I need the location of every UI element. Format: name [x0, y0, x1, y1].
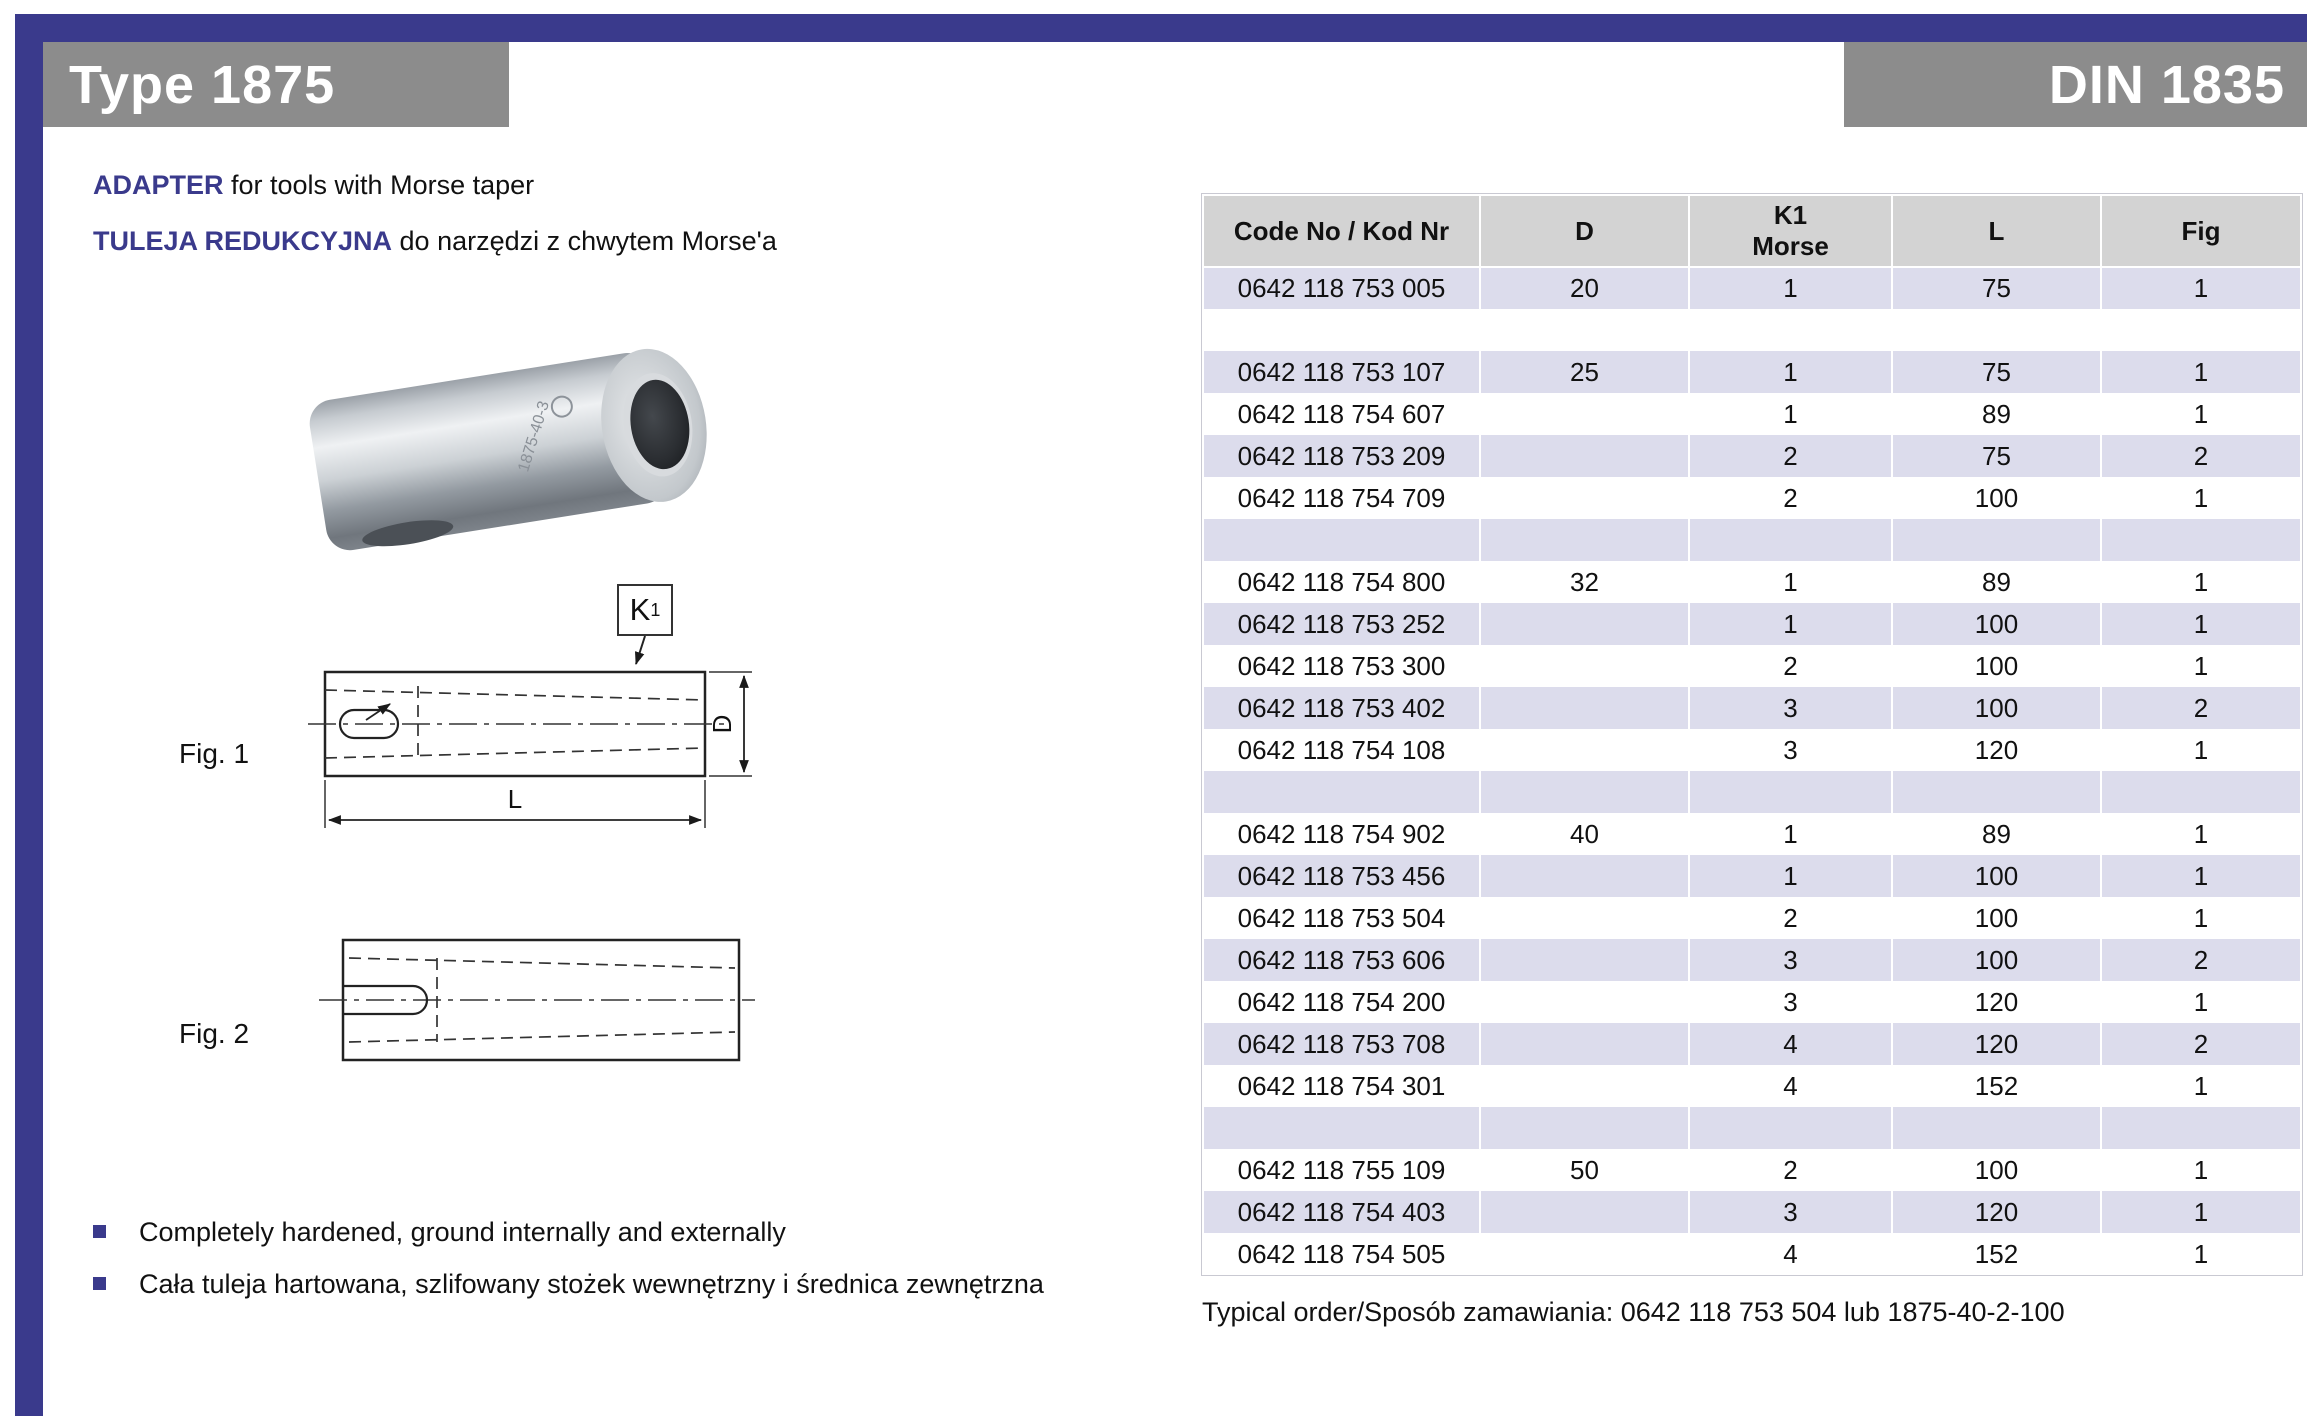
top-accent-bar [15, 14, 2307, 42]
l-dimension-label: L [507, 784, 523, 814]
intro-en-rest: for tools with Morse taper [223, 170, 535, 200]
table-cell [1203, 1107, 1480, 1149]
col-header-d: D [1480, 195, 1689, 267]
table-cell: 0642 118 753 005 [1203, 267, 1480, 309]
table-cell [1480, 1233, 1689, 1275]
table-cell [1480, 687, 1689, 729]
table-row [1203, 1233, 2301, 1275]
table-cell: 89 [1892, 393, 2101, 435]
table-cell: 3 [1689, 687, 1892, 729]
table-cell: 1 [2101, 561, 2301, 603]
table-cell: 1 [2101, 477, 2301, 519]
table-row [1203, 645, 2301, 687]
intro-line-pl [93, 224, 777, 258]
table-cell [1480, 645, 1689, 687]
table-cell: 0642 118 753 504 [1203, 897, 1480, 939]
table-row [1203, 1149, 2301, 1191]
typical-order-note: Typical order/Sposób zamawiania: 0642 118 753 504 lub 1875-40-2-100 [1202, 1297, 2065, 1327]
din-header-box [1844, 42, 2307, 127]
table-cell: 1 [1689, 351, 1892, 393]
table-cell: 2 [1689, 477, 1892, 519]
table-cell: 0642 118 753 252 [1203, 603, 1480, 645]
table-cell [1480, 1191, 1689, 1233]
table-cell: 3 [1689, 981, 1892, 1023]
table-header-row [1203, 195, 2301, 267]
table-cell: 2 [1689, 897, 1892, 939]
table-cell: 0642 118 754 200 [1203, 981, 1480, 1023]
table-cell: 100 [1892, 1149, 2101, 1191]
table-cell: 120 [1892, 1023, 2101, 1065]
table-cell: 0642 118 754 108 [1203, 729, 1480, 771]
table-cell: 32 [1480, 561, 1689, 603]
col-header-fig: Fig [2101, 195, 2301, 267]
table-cell: 0642 118 753 402 [1203, 687, 1480, 729]
table-cell: 0642 118 755 109 [1203, 1149, 1480, 1191]
table-cell: 2 [1689, 645, 1892, 687]
table-cell [1689, 519, 1892, 561]
table-cell: 0642 118 753 209 [1203, 435, 1480, 477]
table-cell: 1 [1689, 855, 1892, 897]
table-cell: 3 [1689, 729, 1892, 771]
table-cell [1480, 309, 1689, 351]
table-cell: 100 [1892, 603, 2101, 645]
table-cell: 2 [1689, 1149, 1892, 1191]
table-row [1203, 1191, 2301, 1233]
table-cell: 1 [2101, 267, 2301, 309]
fig1-slot-arrow [366, 704, 390, 720]
table-cell: 89 [1892, 813, 2101, 855]
table-cell: 75 [1892, 267, 2101, 309]
d-dimension-label: D [707, 714, 737, 734]
table-cell [2101, 771, 2301, 813]
product-photo [265, 322, 795, 567]
table-cell [1480, 981, 1689, 1023]
table-cell [1203, 309, 1480, 351]
intro-pl-bold: TULEJA REDUKCYJNA [93, 226, 393, 256]
table-row [1203, 267, 2301, 309]
k1-letter: K [629, 592, 651, 627]
table-cell [1480, 729, 1689, 771]
table-row [1203, 1065, 2301, 1107]
table-cell: 100 [1892, 477, 2101, 519]
table-cell: 1 [2101, 1191, 2301, 1233]
table-cell: 50 [1480, 1149, 1689, 1191]
table-cell [1480, 477, 1689, 519]
table-cell [1892, 519, 2101, 561]
table-cell [1480, 393, 1689, 435]
table-cell: 1 [2101, 729, 2301, 771]
fig2-drawing [315, 928, 765, 1083]
table-cell: 1 [1689, 603, 1892, 645]
table-cell [1892, 771, 2101, 813]
table-row [1203, 519, 2301, 561]
adapter-size-table [1202, 194, 2302, 1275]
bullet-square-icon [93, 1225, 106, 1238]
table-cell: 2 [1689, 435, 1892, 477]
table-cell: 0642 118 754 505 [1203, 1233, 1480, 1275]
table-cell: 75 [1892, 351, 2101, 393]
table-row [1203, 309, 2301, 351]
table-cell: 120 [1892, 729, 2101, 771]
table-cell: 100 [1892, 855, 2101, 897]
table-cell: 4 [1689, 1023, 1892, 1065]
table-cell: 0642 118 753 300 [1203, 645, 1480, 687]
table-cell: 100 [1892, 939, 2101, 981]
table-row [1203, 813, 2301, 855]
table-cell: 2 [2101, 687, 2301, 729]
table-cell [1480, 1107, 1689, 1149]
table-cell: 100 [1892, 645, 2101, 687]
table-body [1203, 267, 2301, 1275]
left-accent-bar [15, 14, 43, 1416]
table-cell [2101, 1107, 2301, 1149]
table-cell: 0642 118 753 708 [1203, 1023, 1480, 1065]
product-photo-svg [265, 322, 795, 562]
col-header-code: Code No / Kod Nr [1203, 195, 1480, 267]
table-cell: 1 [1689, 561, 1892, 603]
table-cell: 3 [1689, 939, 1892, 981]
bullet-square-icon [93, 1277, 106, 1290]
fig1-hidden-line-bottom [325, 748, 705, 758]
intro-pl-rest: do narzędzi z chwytem Morse'a [392, 226, 777, 256]
table-row [1203, 477, 2301, 519]
table-cell: 4 [1689, 1065, 1892, 1107]
table-cell: 0642 118 753 606 [1203, 939, 1480, 981]
table-cell: 1 [2101, 351, 2301, 393]
table-cell: 0642 118 754 902 [1203, 813, 1480, 855]
table-cell: 1 [2101, 1149, 2301, 1191]
table-cell [1480, 897, 1689, 939]
table-row [1203, 729, 2301, 771]
table-cell: 1 [1689, 267, 1892, 309]
table-cell: 1 [2101, 813, 2301, 855]
table-cell: 0642 118 754 301 [1203, 1065, 1480, 1107]
table-cell: 1 [2101, 1065, 2301, 1107]
table-cell: 40 [1480, 813, 1689, 855]
table-cell: 2 [2101, 939, 2301, 981]
table-cell: 1 [2101, 897, 2301, 939]
table-cell [1689, 771, 1892, 813]
table-cell: 152 [1892, 1065, 2101, 1107]
table-row [1203, 603, 2301, 645]
fig2-caption: Fig. 2 [179, 1018, 250, 1049]
table-cell: 0642 118 754 709 [1203, 477, 1480, 519]
table-cell: 3 [1689, 1191, 1892, 1233]
table-cell: 1 [2101, 1233, 2301, 1275]
table-cell: 0642 118 754 403 [1203, 1191, 1480, 1233]
feature-note-pl [93, 1262, 1103, 1306]
table-cell: 20 [1480, 267, 1689, 309]
table-cell: 100 [1892, 687, 2101, 729]
table-cell: 1 [2101, 393, 2301, 435]
table-cell [1480, 1065, 1689, 1107]
feature-note-pl-text: Cała tuleja hartowana, szlifowany stożek wewnętrzny i średnica zewnętrzna [139, 1269, 1044, 1299]
table-row [1203, 855, 2301, 897]
table-cell [1480, 1023, 1689, 1065]
table-cell [1480, 771, 1689, 813]
feature-note-en-text: Completely hardened, ground internally and externally [139, 1217, 786, 1247]
table-cell: 1 [1689, 393, 1892, 435]
fig1-hidden-line-top [325, 690, 705, 700]
col-header-l: L [1892, 195, 2101, 267]
table-cell [1203, 519, 1480, 561]
table-cell: 89 [1892, 561, 2101, 603]
table-cell [1480, 855, 1689, 897]
fig2-hidden-line-bottom [349, 1032, 735, 1042]
table-row [1203, 1023, 2301, 1065]
table-row [1203, 981, 2301, 1023]
feature-notes [93, 1210, 1103, 1314]
table-cell: 1 [1689, 813, 1892, 855]
table-cell [1480, 603, 1689, 645]
page-title-din: DIN 1835 [2048, 54, 2285, 115]
table-cell [2101, 519, 2301, 561]
table-cell: 1 [2101, 603, 2301, 645]
fig1-drawing [300, 598, 780, 873]
table-cell: 0642 118 754 800 [1203, 561, 1480, 603]
table-row [1203, 1107, 2301, 1149]
table-cell [2101, 309, 2301, 351]
table-cell [1480, 939, 1689, 981]
table-row [1203, 351, 2301, 393]
table-cell: 1 [2101, 981, 2301, 1023]
fig2-hidden-line-top [349, 958, 735, 968]
table-row [1203, 561, 2301, 603]
table-row [1203, 435, 2301, 477]
k1-leader-arrow [636, 636, 645, 664]
table-cell [1480, 519, 1689, 561]
engraving-text: 1875-40-3 [515, 399, 553, 474]
table-row [1203, 897, 2301, 939]
table-row [1203, 393, 2301, 435]
table-cell [1689, 309, 1892, 351]
table-cell: 2 [2101, 1023, 2301, 1065]
table-cell: 1 [2101, 645, 2301, 687]
col-header-k1-morse: K1 Morse [1689, 195, 1892, 267]
table-cell: 120 [1892, 981, 2101, 1023]
table-cell [1203, 771, 1480, 813]
table-cell: 4 [1689, 1233, 1892, 1275]
table-cell [1892, 1107, 2101, 1149]
table-cell: 100 [1892, 897, 2101, 939]
intro-text [93, 168, 777, 280]
intro-line-en [93, 168, 777, 202]
type-header-box [43, 42, 509, 127]
table-row [1203, 771, 2301, 813]
fig1-caption: Fig. 1 [179, 738, 250, 769]
page-title-type: Type 1875 [69, 54, 336, 115]
table-cell [1892, 309, 2101, 351]
table-cell: 75 [1892, 435, 2101, 477]
table-cell: 2 [2101, 435, 2301, 477]
feature-note-en [93, 1210, 1103, 1254]
intro-en-bold: ADAPTER [93, 170, 224, 200]
table-cell: 0642 118 753 456 [1203, 855, 1480, 897]
table-cell [1480, 435, 1689, 477]
table-cell: 0642 118 753 107 [1203, 351, 1480, 393]
table-cell: 25 [1480, 351, 1689, 393]
table-row [1203, 687, 2301, 729]
table-cell: 120 [1892, 1191, 2101, 1233]
table-cell: 0642 118 754 607 [1203, 393, 1480, 435]
table-row [1203, 939, 2301, 981]
table-cell: 1 [2101, 855, 2301, 897]
k1-dimension-label: K 1 [617, 584, 673, 636]
table-cell: 152 [1892, 1233, 2101, 1275]
table-cell [1689, 1107, 1892, 1149]
